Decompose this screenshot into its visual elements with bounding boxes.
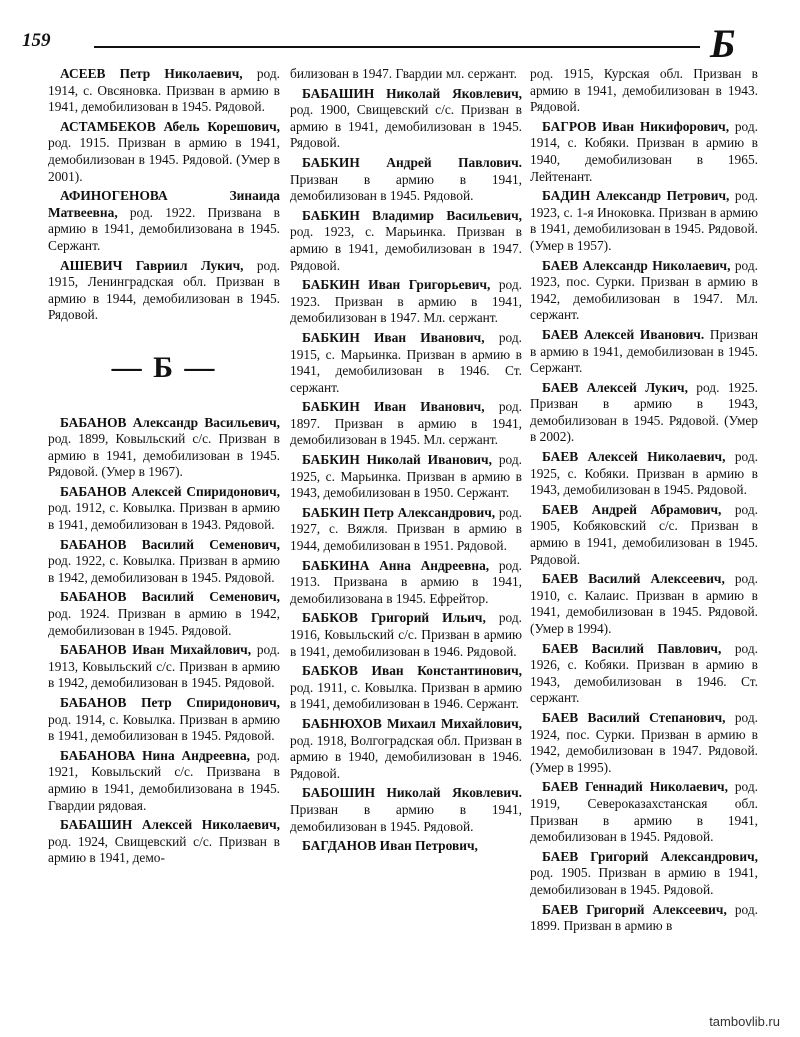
entry-name: БАБАНОВ Василий Семенович, [60, 536, 280, 552]
entry-name: БАЕВ Алексей Николаевич, [542, 449, 726, 465]
list-item [530, 902, 758, 935]
list-item [530, 710, 758, 776]
entry-text: род. 1897. Призван в армию в 1941, демобилизован в 1945. Мл. сержант. [290, 399, 522, 448]
column-3 [530, 66, 758, 938]
list-item [530, 502, 758, 568]
list-item [290, 86, 522, 152]
header-rule [94, 46, 700, 48]
watermark: tambovlib.ru [709, 1014, 780, 1029]
column-2 [290, 66, 522, 858]
entry-text: род. 1914, с. Ковылка. Призван в армию в 1941, демобилизован в 1945. Рядовой. [48, 711, 280, 744]
column-1 [48, 66, 280, 870]
entry-text: род. 1905, Кобяковский с/с. Призван в армию в 1941, демобилизован в 1945. Рядовой. [530, 501, 758, 567]
entry-text: род. 1918, Волгоградская обл. Призван в армию в 1940, демобилизован в 1946. Рядовой. [290, 732, 522, 781]
list-item [530, 188, 758, 254]
list-item [290, 66, 522, 83]
list-item [530, 327, 758, 377]
entry-name: БАДИН Александр Петрович, [542, 188, 730, 204]
entry-text: род. 1913. Призвана в армию в 1941, демобилизована в 1945. Ефрейтор. [290, 557, 523, 606]
entry-text: род. 1914, с. Овсяновка. Призван в армию в 1941, демобилизован в 1945. Рядовой. [48, 66, 280, 115]
list-item [290, 663, 522, 713]
entry-name: БАБКИН Андрей Павлович. [302, 154, 522, 170]
entry-text: род. 1924. Призван в армию в 1942, демобилизован в 1945. Рядовой. [48, 606, 280, 638]
entry-name: БАЕВ Геннадий Николаевич, [542, 779, 728, 795]
list-item [290, 505, 522, 555]
entry-text: род. 1916, Ковыльский с/с. Призван в армию в 1941, демобилизован в 1946. Рядовой. [290, 610, 523, 659]
entry-text: род. 1923, с. 1-я Иноковка. Призван в армию в 1941, демобилизован в 1945. Рядовой. (Умер в 1957). [530, 188, 759, 253]
list-item [530, 258, 758, 324]
entry-name: БАБАНОВ Петр Спиридонович, [60, 695, 280, 710]
entry-text: Призван в армию в 1941, демобилизован в 1945. Рядовой. [290, 171, 522, 204]
list-item [290, 785, 522, 835]
entry-text: род. 1910, с. Калаис. Призван в армию в 1941, демобилизован в 1945. Рядовой. (Умер в 1994). [530, 571, 759, 636]
entry-name: БАБАШИН Николай Яковлевич, [302, 85, 522, 101]
list-item [290, 838, 522, 855]
entry-name: БАБАНОВ Александр Васильевич, [60, 414, 280, 430]
entry-text: род. 1921, Ковыльский с/с. Призвана в армию в 1941, демобилизована в 1945. Гвардии рядовая. [48, 747, 280, 813]
list-item [48, 537, 280, 587]
list-item [530, 119, 758, 185]
entry-text: билизован в 1947. Гвардии мл. сержант. [290, 66, 517, 81]
entry-text: род. 1922. Призвана в армию в 1941, демобилизована в 1945. Сержант. [48, 204, 280, 253]
entry-name: БАГДАНОВ Иван Петрович, [302, 838, 478, 854]
list-item [48, 589, 280, 639]
entry-text: род. 1923, с. Марьинка. Призван в армию в 1941, демобилизован в 1947. Рядовой. [290, 224, 522, 273]
entry-name: БАБКИНА Анна Андреевна, [302, 557, 490, 573]
list-item [48, 188, 280, 254]
entry-text: род. 1905. Призван в армию в 1941, демобилизован в 1945. Рядовой. [530, 865, 758, 897]
entry-text: Призван в армию в 1941, демобилизован в 1945. Рядовой. [290, 801, 522, 834]
list-item [48, 415, 280, 481]
entry-text: род. 1919, Североказахстанская обл. Призван в армию в 1941, демобилизован в 1945. Рядовой. [530, 779, 758, 845]
entry-text: род. 1915. Призван в армию в 1941, демобилизован в 1945. Рядовой. (Умер в 2001). [48, 135, 280, 184]
list-item [48, 119, 280, 185]
list-item [290, 452, 522, 502]
entry-text: род. 1927, с. Вяжля. Призван в армию в 1944, демобилизован в 1951. Рядовой. [290, 504, 522, 554]
list-item [48, 817, 280, 867]
entry-text: род. 1911, с. Ковылка. Призван в армию в 1941, демобилизован в 1946. Сержант. [290, 679, 522, 712]
section-heading: — Б — [111, 350, 217, 384]
entry-name: БАЕВ Григорий Александрович, [542, 848, 758, 864]
entry-name: БАЕВ Василий Степанович, [542, 709, 726, 725]
entry-text: род. 1899, Ковыльский с/с. Призван в армию в 1941, демобилизован в 1945. Рядовой. (Умер в 1967). [48, 431, 280, 480]
entry-text: род. 1922, с. Ковылка. Призван в армию в 1942, демобилизован в 1945. Рядовой. [48, 553, 280, 585]
list-item [530, 641, 758, 707]
list-item [530, 849, 758, 899]
entry-text: род. 1923, пос. Сурки. Призван в армию в 1942, демобилизован в 1947. Мл. сержант. [530, 257, 758, 323]
entry-name: БАБАНОВ Иван Михайлович, [60, 642, 252, 658]
running-letter: Б [710, 21, 736, 66]
list-item [290, 155, 522, 205]
entry-name: АФИНОГЕНОВА Зинаида Матвеевна, [48, 188, 280, 220]
entry-text: род. 1913, Ковыльский с/с. Призван в армию в 1942, демобилизован в 1945. Рядовой. [48, 642, 280, 691]
entry-text: род. 1925, с. Кобяки. Призван в армию в 1943, демобилизован в 1945. Рядовой. [530, 449, 758, 498]
entry-name: БАЕВ Алексей Лукич, [542, 379, 688, 395]
entries-before-heading [48, 66, 280, 324]
entry-text: род. 1914, с. Кобяки. Призван в армию в 1940, демобилизован в 1965. Лейтенант. [530, 118, 759, 184]
list-item [530, 66, 758, 116]
entry-name: АШЕВИЧ Гавриил Лукич, [60, 257, 244, 273]
list-item [290, 399, 522, 449]
entry-name: АСТАМБЕКОВ Абель Корешович, [60, 118, 280, 134]
entry-name: БАЕВ Василий Алексеевич, [542, 571, 725, 587]
entry-name: БАБКИН Иван Григорьевич, [302, 277, 491, 293]
entry-name: БАБАНОВ Алексей Спиридонович, [60, 483, 280, 499]
entry-name: БАБНЮХОВ Михаил Михайлович, [302, 715, 522, 731]
list-item [48, 695, 280, 745]
list-item [530, 779, 758, 845]
list-item [290, 716, 522, 782]
entry-text: род. 1924, Свищевский с/с. Призван в армию в 1941, демо- [48, 833, 280, 866]
entry-name: БАГРОВ Иван Никифорович, [542, 118, 730, 134]
entry-text: Призван в армию в 1941, демобилизован в 1945. Сержант. [530, 326, 758, 376]
entry-name: БАБКИН Иван Иванович, [302, 329, 485, 345]
entry-text: род. 1899. Призван в армию в [530, 901, 758, 934]
entry-text: род. 1924, пос. Сурки. Призван в армию в 1942, демобилизован в 1947. Рядовой. (Умер в 1995). [530, 709, 758, 775]
list-item [48, 258, 280, 324]
entry-text: род. 1923. Призван в армию в 1941, демобилизован в 1947. Мл. сержант. [290, 277, 523, 326]
entry-name: БАБКОВ Иван Константинович, [302, 663, 522, 679]
entry-name: БАБАШИН Алексей Николаевич, [60, 817, 280, 833]
entry-name: БАЕВ Василий Павлович, [542, 640, 722, 656]
entry-name: БАЕВ Андрей Абрамович, [542, 501, 722, 517]
entry-text: род. 1915, Ленинградская обл. Призван в армию в 1944, демобилизован в 1945. Рядовой. [48, 257, 280, 323]
list-item [530, 380, 758, 446]
entry-name: БАЕВ Алексей Иванович. [542, 326, 705, 342]
entry-name: БАБОШИН Николай Яковлевич. [302, 785, 522, 801]
entry-name: БАБАНОВА Нина Андреевна, [60, 747, 250, 763]
list-item [530, 449, 758, 499]
list-item [290, 330, 522, 396]
entry-text: род. 1915, с. Марьинка. Призван в армию в 1941, демобилизован в 1946. Ст. сержант. [290, 329, 522, 395]
entries-after-heading [48, 415, 280, 867]
list-item [530, 571, 758, 637]
list-item [290, 277, 522, 327]
entry-name: БАБКОВ Григорий Ильич, [302, 610, 486, 626]
entry-text: род. 1925. Призван в армию в 1943, демобилизован в 1945. Рядовой. (Умер в 2002). [530, 379, 758, 445]
list-item [48, 66, 280, 116]
entry-name: БАБКИН Николай Иванович, [302, 452, 492, 468]
entry-text: род. 1912, с. Ковылка. Призван в армию в 1941, демобилизован в 1943. Рядовой. [48, 500, 280, 533]
entry-name: БАБКИН Владимир Васильевич, [302, 207, 522, 223]
entry-text: род. 1925, с. Марьинка. Призван в армию в 1943, демобилизован в 1950. Сержант. [290, 452, 522, 501]
list-item [290, 610, 522, 660]
entry-name: БАБКИН Иван Иванович, [302, 399, 485, 415]
entry-name: БАЕВ Александр Николаевич, [542, 257, 731, 273]
entry-name: БАЕВ Григорий Алексеевич, [542, 901, 727, 917]
list-item [48, 642, 280, 692]
entry-name: БАБКИН Петр Александрович, [302, 504, 496, 520]
list-item [290, 208, 522, 274]
entry-text: род. 1926, с. Кобяки. Призван в армию в 1943, демобилизован в 1946. Ст. сержант. [530, 640, 758, 706]
page-number: 159 [22, 30, 51, 51]
entry-text: род. 1900, Свищевский с/с. Призван в армию в 1941, демобилизован в 1945. Рядовой. [290, 102, 522, 151]
list-item [290, 558, 522, 608]
entry-name: АСЕЕВ Петр Николаевич, [60, 66, 243, 81]
entry-text: род. 1915, Курская обл. Призван в армию в 1941, демобилизован в 1943. Рядовой. [530, 66, 758, 115]
list-item [48, 484, 280, 534]
entry-name: БАБАНОВ Василий Семенович, [60, 589, 280, 605]
list-item [48, 748, 280, 814]
